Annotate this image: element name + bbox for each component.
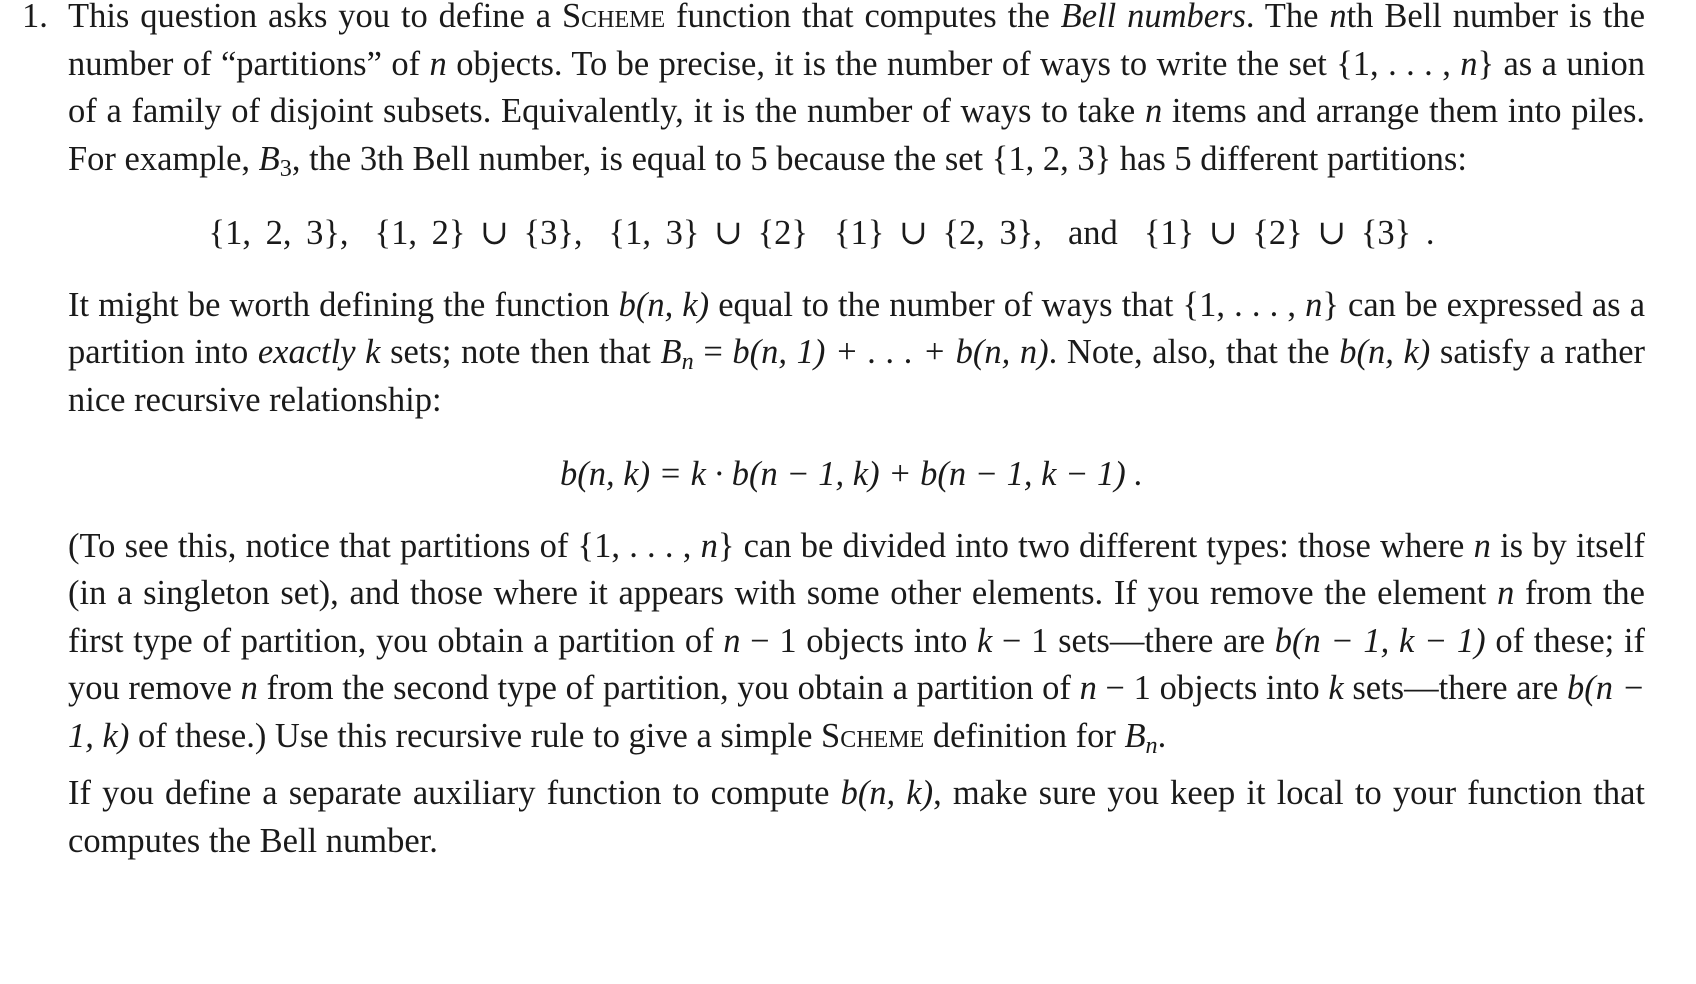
partition-2: {1, 2} ∪ {3}, — [374, 214, 583, 252]
partition-4: {1} ∪ {2, 3}, — [833, 214, 1042, 252]
explanation-paragraph: (To see this, notice that partitions of {1, . . . , n} can be divided into two different types: those where n is by itself (in a singleton set), and those where it appears with some other elements. If you remove the element n from the first type of partition, you obtain a partition of n − 1 objects into k − 1 sets—there are b(n − 1, k − 1) of these; if you remove n from the second type of partition, you obtain a partition of n − 1 objects into k sets—there are b(n − 1, k) of these.) Use this recursive rule to give a simple Scheme definition for $B_n$. — [68, 526, 1645, 759]
partition-1: {1, 2, 3}, — [208, 214, 349, 252]
local-function-note: If you define a separate auxiliary function to compute b(n, k), make sure you keep it local to your function that computes the Bell number. — [68, 774, 1646, 860]
bnk-paragraph: It might be worth defining the function b(n, k) equal to the number of ways that {1, . . . , n} can be expressed as a partition into exactly k sets; note then that $B_n = b(n$, 1) + . . . + b(n, n). Note, also, that the b(n, k) satisfy a rather nice recursive relationship: — [68, 285, 1646, 419]
partition-and: and — [1067, 214, 1118, 252]
scheme-term: Scheme — [561, 0, 666, 35]
partitions-display — [68, 210, 1645, 258]
bell-numbers-term: Bell numbers — [1060, 0, 1246, 35]
exactly-term: exactly — [257, 333, 356, 371]
partition-5: {1} ∪ {2} ∪ {3} . — [1143, 214, 1435, 252]
item-number: 1. — [22, 0, 48, 35]
intro-paragraph: This question asks you to define a Scheme function that computes the Bell numbers. The nth Bell number is the number of “partitions” of n objects. To be precise, it is the number of ways to write the set {1, . . . , n} as a union of a family of disjoint subsets. Equivalently, it is the number of ways to take n items and arrange them into piles. For example, $B_3$, the 3th Bell number, is equal to 5 because the set {1, 2, 3} has 5 different partitions: — [68, 0, 1645, 183]
partition-3: {1, 3} ∪ {2} — [608, 214, 808, 252]
recurrence-formula: b(n, k) = k · b(n − 1, k) + b(n − 1, k − 1) . — [560, 455, 1143, 493]
scheme-term: Scheme — [821, 716, 925, 755]
question-body — [68, 0, 1645, 865]
